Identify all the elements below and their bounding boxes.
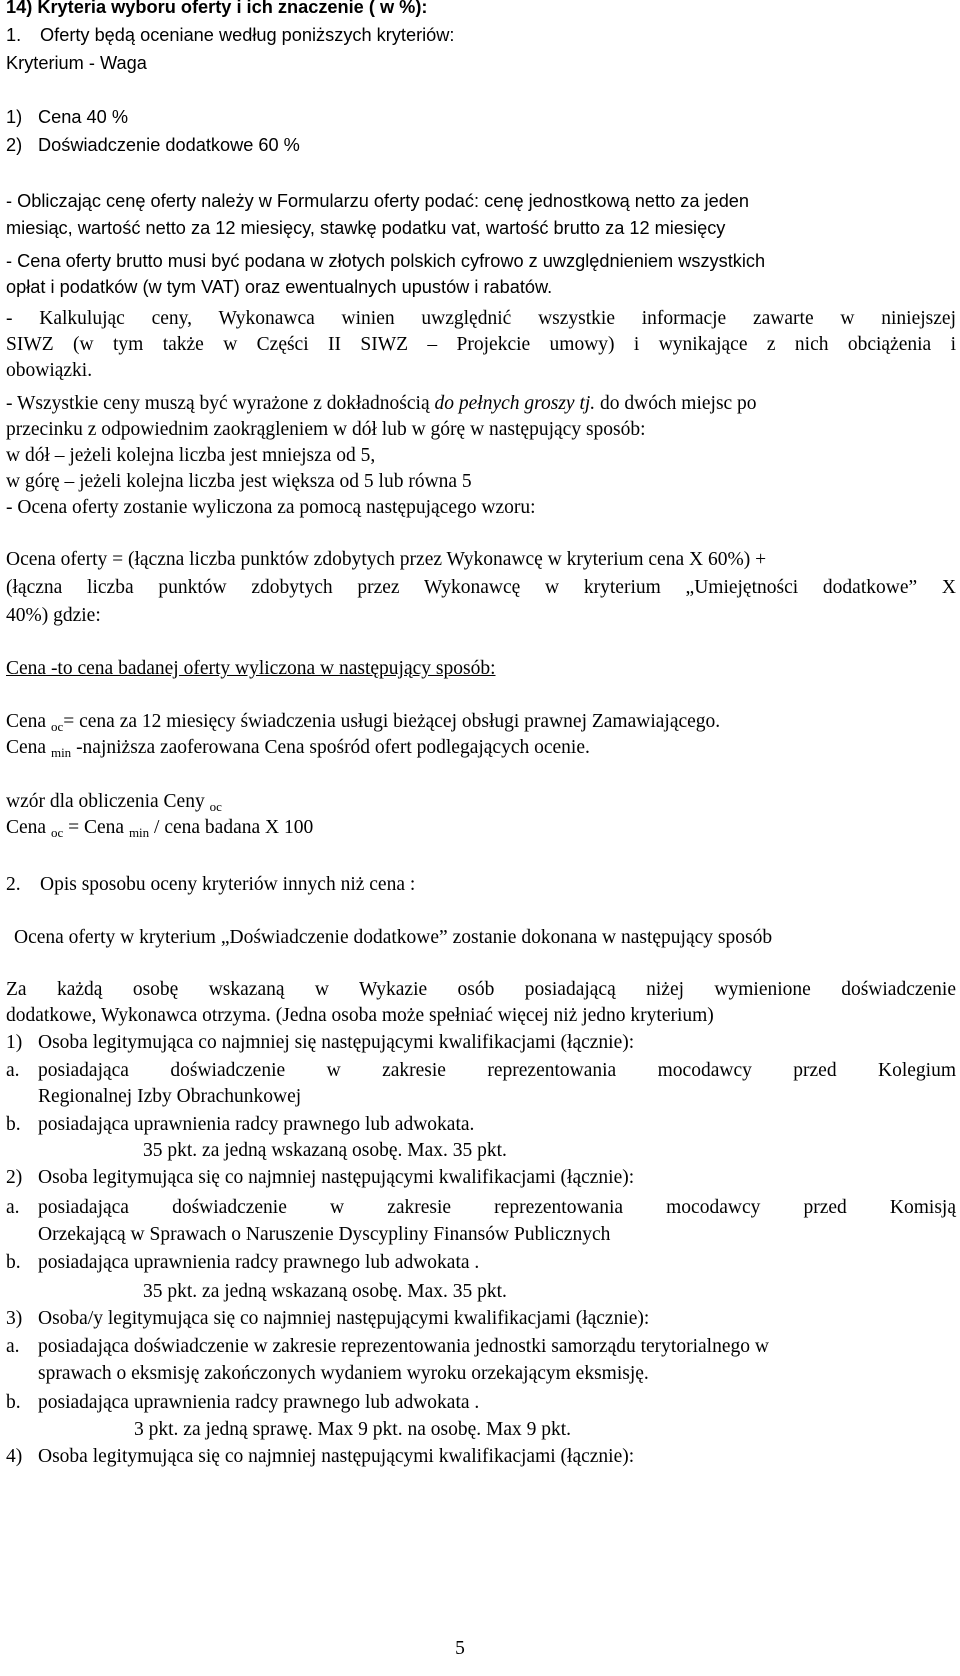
rule-line: miesiąc, wartość netto za 12 miesięcy, stawkę podatku vat, wartość brutto za 12 miesięcy — [6, 218, 726, 238]
criterion-number: 1) — [6, 107, 23, 127]
criterion-text: Cena 40 % — [38, 107, 128, 127]
formula-line: (łączna liczba punktów zdobytych przez Wykonawcę w kryterium „Umiejętności dodatkowe” X — [6, 577, 956, 598]
points-line: 35 pkt. za jedną wskazaną osobę. Max. 35 pkt. — [143, 1140, 507, 1161]
intro-number: 1. — [6, 25, 22, 45]
requirement-a-cont: Orzekającą w Sprawach o Naruszenie Dyscypliny Finansów Publicznych — [38, 1224, 611, 1245]
requirement-a — [6, 1195, 956, 1221]
requirement-a-cont: Regionalnej Izby Obrachunkowej — [38, 1086, 302, 1107]
requirement-number: 2) — [6, 1167, 23, 1188]
item-text: posiadająca doświadczenie w zakresie reprezentowania mocodawcy przed Komisją — [38, 1197, 956, 1218]
criterion-number: 2) — [6, 135, 23, 155]
section-2-para-line: Za każdą osobę wskazaną w Wykazie osób posiadającą niżej wymienione doświadczenie — [6, 979, 956, 1000]
cena-word: Cena — [6, 711, 47, 732]
section-number: 2. — [6, 874, 21, 895]
item-label: a. — [6, 1197, 20, 1218]
rule-line: - Kalkulując ceny, Wykonawca winien uwzględnić wszystkie informacje zawarte w niniejszej — [6, 308, 956, 329]
requirement-number: 1) — [6, 1032, 23, 1053]
item-text: posiadająca uprawnienia radcy prawnego lub adwokata . — [38, 1252, 480, 1273]
definition-text: -najniższa zaoferowana Cena spośród ofert podlegających ocenie. — [71, 737, 590, 758]
requirement-b — [6, 1250, 479, 1276]
cena-word: Cena — [6, 737, 47, 758]
price-definition-heading: Cena -to cena badanej oferty wyliczona w następujący sposób: — [6, 658, 496, 679]
page-number: 5 — [455, 1638, 465, 1659]
section-2-title — [6, 872, 415, 898]
item-text: posiadająca doświadczenie w zakresie reprezentowania jednostki samorządu terytorialnego w — [38, 1336, 769, 1357]
definition-text: = cena za 12 miesięcy świadczenia usługi bieżącej obsługi prawnej Zamawiającego. — [63, 711, 721, 732]
formula-tail-text: / cena badana X 100 — [149, 817, 314, 838]
rule-line: w dół – jeżeli kolejna liczba jest mniejsza od 5, — [6, 445, 376, 466]
rule-line: - Ocena oferty zostanie wyliczona za pomocą następującego wzoru: — [6, 497, 536, 518]
item-label: b. — [6, 1252, 21, 1273]
rule-line: obowiązki. — [6, 360, 93, 381]
rule-line: - Cena oferty brutto musi być podana w złotych polskich cyfrowo z uwzględnieniem wszystkich — [6, 251, 766, 271]
criterion-item — [6, 104, 128, 130]
subscript-oc: oc — [50, 719, 64, 734]
points-line: 3 pkt. za jedną sprawę. Max 9 pkt. na osobę. Max 9 pkt. — [134, 1419, 572, 1440]
formula-line: 40%) gdzie: — [6, 605, 101, 626]
rule-line: SIWZ (w tym także w Części II SIWZ – Projekcie umowy) i wynikające z nich obciążenia i — [6, 334, 956, 355]
price-min-definition — [6, 735, 590, 761]
formula-line: Ocena oferty = (łączna liczba punktów zdobytych przez Wykonawcę w kryterium cena X 60%) + — [6, 549, 767, 570]
person-requirement — [6, 1030, 634, 1056]
requirement-a — [6, 1058, 956, 1084]
rule-text: do dwóch miejsc po — [595, 393, 757, 414]
subscript-oc: oc — [50, 825, 64, 840]
criteria-header: Kryterium - Waga — [6, 53, 147, 73]
item-text: posiadająca uprawnienia radcy prawnego lub adwokata . — [38, 1392, 480, 1413]
section-2-intro: Ocena oferty w kryterium „Doświadczenie dodatkowe” zostanie dokonana w następujący sposób — [14, 927, 773, 948]
item-text: posiadająca uprawnienia radcy prawnego lub adwokata. — [38, 1114, 475, 1135]
price-oc-definition — [6, 709, 720, 735]
rule-line: - Obliczając cenę oferty należy w Formularzu oferty podać: cenę jednostkową netto za jeden — [6, 191, 750, 211]
requirement-number: 3) — [6, 1308, 23, 1329]
formula-expression — [6, 815, 313, 841]
formula-label — [6, 789, 222, 815]
requirement-text: Osoba legitymująca się co najmniej następującymi kwalifikacjami (łącznie): — [38, 1446, 635, 1467]
rule-line — [6, 391, 757, 417]
item-label: b. — [6, 1392, 21, 1413]
section-title-text: Opis sposobu oceny kryteriów innych niż cena : — [40, 874, 416, 895]
person-requirement — [6, 1444, 634, 1470]
intro-text: Oferty będą oceniane według poniższych kryteriów: — [40, 25, 455, 45]
item-text: posiadająca doświadczenie w zakresie reprezentowania mocodawcy przed Kolegium — [38, 1060, 956, 1081]
rule-italic-text: do pełnych groszy tj. — [434, 393, 596, 414]
criterion-item — [6, 132, 300, 158]
item-label: a. — [6, 1060, 20, 1081]
formula-eq-text: = Cena — [63, 817, 129, 838]
requirement-b — [6, 1390, 479, 1416]
requirement-number: 4) — [6, 1446, 23, 1467]
requirement-a — [6, 1334, 769, 1360]
subscript-oc: oc — [209, 799, 222, 814]
points-line: 35 pkt. za jedną wskazaną osobę. Max. 35 pkt. — [143, 1281, 507, 1302]
requirement-text: Osoba/y legitymująca się co najmniej następującymi kwalifikacjami (łącznie): — [38, 1308, 650, 1329]
person-requirement — [6, 1306, 649, 1332]
person-requirement — [6, 1165, 634, 1191]
formula-label-text: wzór dla obliczenia Ceny — [6, 791, 210, 812]
section-heading: 14) Kryteria wyboru oferty i ich znaczenie ( w %): — [6, 0, 428, 17]
requirement-text: Osoba legitymująca się co najmniej następującymi kwalifikacjami (łącznie): — [38, 1167, 635, 1188]
requirement-b — [6, 1112, 474, 1138]
subscript-min: min — [50, 745, 72, 760]
cena-word: Cena — [6, 817, 47, 838]
criterion-text: Doświadczenie dodatkowe 60 % — [38, 135, 300, 155]
rule-line: opłat i podatków (w tym VAT) oraz ewentualnych upustów i rabatów. — [6, 277, 553, 297]
item-label: b. — [6, 1114, 21, 1135]
item-label: a. — [6, 1336, 20, 1357]
rule-text: - Wszystkie ceny muszą być wyrażone z dokładnością — [6, 393, 435, 414]
intro-line — [6, 22, 455, 48]
requirement-text: Osoba legitymująca co najmniej się następującymi kwalifikacjami (łącznie): — [38, 1032, 635, 1053]
rule-line: przecinku z odpowiednim zaokrągleniem w dół lub w górę w następujący sposób: — [6, 419, 646, 440]
section-2-para-line: dodatkowe, Wykonawca otrzyma. (Jedna osoba może spełniać więcej niż jedno kryterium) — [6, 1005, 714, 1026]
requirement-a-cont: sprawach o eksmisję zakończonych wydaniem wyroku orzekającym eksmisję. — [38, 1363, 649, 1384]
rule-line: w górę – jeżeli kolejna liczba jest większa od 5 lub równa 5 — [6, 471, 472, 492]
subscript-min: min — [128, 825, 150, 840]
